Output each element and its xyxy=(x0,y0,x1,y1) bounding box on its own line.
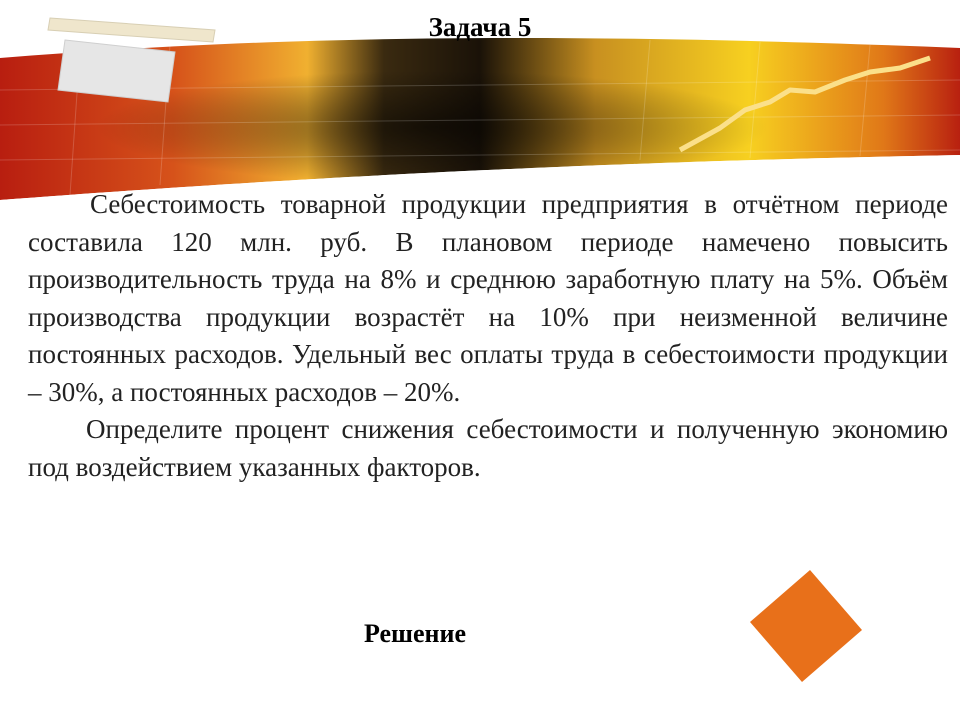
task-paragraph: Определите процент снижения себестоимости и полученную экономию под воздействием указанных факторов. xyxy=(28,414,948,482)
problem-paragraph: Себестоимость товарной продукции предприятия в отчётном периоде составила 120 млн. руб. В плановом периоде намечено повысить производительность труда на 8% и среднюю заработную плату на 5%. Объём производства продукции возрастёт на 10% при неизменной величине постоянных расходов. Удельный вес оплаты труда в себестоимости продукции – 30%, а постоянных расходов – 20%. xyxy=(28,189,948,407)
solution-link[interactable]: Решение xyxy=(363,619,467,648)
problem-text xyxy=(28,186,948,486)
orange-diamond-decoration xyxy=(750,570,862,682)
slide-title: Задача 5 xyxy=(428,12,532,42)
